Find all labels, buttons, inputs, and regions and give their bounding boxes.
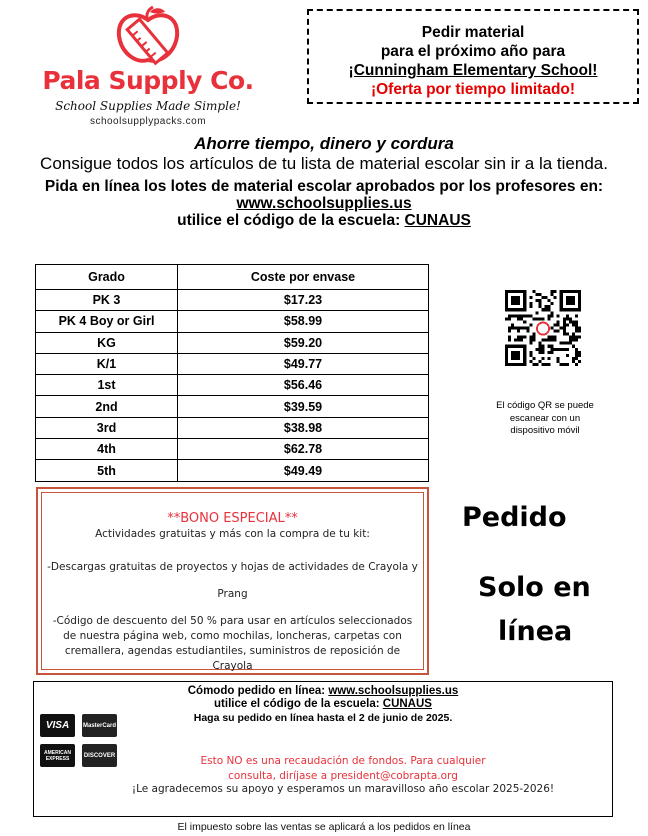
bonus-item-downloads-cont: Prang xyxy=(217,588,248,600)
grade-cell: 5th xyxy=(36,460,178,481)
table-row xyxy=(36,396,429,417)
price-table xyxy=(35,264,429,482)
bonus-inner xyxy=(41,492,424,670)
intro-order-link[interactable]: www.schoolsupplies.us xyxy=(236,195,412,212)
price-table-header-row xyxy=(36,265,429,290)
thanks-message: ¡Le agradecemos su apoyo y esperamos un maravilloso año escolar 2025-2026! xyxy=(131,783,555,795)
order-code-prefix: utilice el código de la escuela: xyxy=(214,698,383,710)
table-row xyxy=(36,439,429,460)
order-online-link[interactable]: www.schoolsupplies.us xyxy=(328,685,459,697)
intro-code-value: CUNAUS xyxy=(404,212,471,229)
bonus-title: **BONO ESPECIAL** xyxy=(167,511,298,526)
bonus-intro: Actividades gratuitas y más con la compra de tu kit: xyxy=(95,528,370,540)
intro-school-code xyxy=(20,212,628,230)
table-row xyxy=(36,353,429,374)
price-cell: $49.49 xyxy=(178,460,429,481)
qr-code[interactable] xyxy=(505,290,581,366)
online-only-notice xyxy=(448,500,638,650)
grade-cell: PK 4 Boy or Girl xyxy=(36,311,178,332)
price-cell: $49.77 xyxy=(178,353,429,374)
intro-body: Consigue todos los artículos de tu lista de material escolar sin ir a la tienda. xyxy=(40,154,608,173)
brand-name: Pala Supply Co. xyxy=(42,66,254,95)
fundraiser-note-line-2: consulta, diríjase a president@cobrapta.org xyxy=(228,770,458,782)
grade-cell: KG xyxy=(36,332,178,353)
table-row xyxy=(36,332,429,353)
intro-heading: Ahorre tiempo, dinero y cordura xyxy=(194,134,454,153)
price-cell: $56.46 xyxy=(178,375,429,396)
fundraiser-note xyxy=(34,754,612,784)
online-line-3: línea xyxy=(498,616,573,647)
discover-card-icon: DISCOVER xyxy=(82,744,117,767)
order-deadline: Haga su pedido en línea hasta el 2 de junio de 2025. xyxy=(193,712,453,724)
offer-line-1: Pedir material xyxy=(421,24,525,41)
price-cell: $17.23 xyxy=(178,290,429,311)
table-row xyxy=(36,311,429,332)
order-code-value: CUNAUS xyxy=(382,698,432,710)
order-info-box xyxy=(33,681,613,817)
table-row xyxy=(36,290,429,311)
qr-caption: El código QR se puede escanear con un dispositivo móvil xyxy=(496,400,594,436)
table-row xyxy=(36,375,429,396)
online-line-1: Pedido xyxy=(462,502,567,533)
order-online-line xyxy=(34,685,612,698)
price-cell: $58.99 xyxy=(178,311,429,332)
price-cell: $59.20 xyxy=(178,332,429,353)
apple-ruler-logo-icon xyxy=(113,6,183,68)
grade-cell: 4th xyxy=(36,439,178,460)
offer-limited-time: ¡Oferta por tiempo limitado! xyxy=(370,81,576,98)
bonus-box xyxy=(36,487,429,675)
intro-section xyxy=(20,133,628,230)
order-online-prefix: Cómodo pedido en línea: xyxy=(187,685,329,697)
grade-column-header: Grado xyxy=(36,265,178,290)
intro-order-prefix: Pida en línea los lotes de material escolar aprobados por los profesores en: xyxy=(44,178,604,195)
grade-cell: K/1 xyxy=(36,353,178,374)
amex-card-icon: AMERICAN EXPRESS xyxy=(40,744,75,767)
offer-school-name: ¡Cunningham Elementary School! xyxy=(348,62,598,79)
bonus-item-discount: -Código de descuento del 50 % para usar en artículos seleccionados de nuestra página web, como mochilas, loncheras, carpetas con cremallera, agendas estudiantiles, suministros de reposición de Crayola xyxy=(52,615,413,672)
table-row xyxy=(36,460,429,481)
price-cell: $62.78 xyxy=(178,439,429,460)
brand-url: schoolsupplypacks.com xyxy=(89,116,207,127)
intro-code-prefix: utilice el código de la escuela: xyxy=(177,212,405,229)
price-cell: $39.59 xyxy=(178,396,429,417)
brand-tagline: School Supplies Made Simple! xyxy=(55,99,241,113)
fundraiser-note-line-1: Esto NO es una recaudación de fondos. Para cualquier xyxy=(200,755,486,767)
offer-line-2: para el próximo año para xyxy=(380,43,566,60)
sales-tax-footer: El impuesto sobre las ventas se aplicará a los pedidos en línea xyxy=(177,821,471,833)
table-row xyxy=(36,417,429,438)
price-column-header: Coste por envase xyxy=(178,265,429,290)
online-line-2: Solo en xyxy=(478,572,591,603)
grade-cell: 1st xyxy=(36,375,178,396)
order-code-line xyxy=(34,698,612,711)
bonus-item-downloads: -Descargas gratuitas de proyectos y hojas de actividades de Crayola y xyxy=(47,561,418,573)
visa-card-icon: VISA xyxy=(40,714,75,737)
offer-box xyxy=(307,9,639,104)
logo xyxy=(28,6,268,126)
grade-cell: PK 3 xyxy=(36,290,178,311)
mastercard-icon: MasterCard xyxy=(82,714,117,737)
price-cell: $38.98 xyxy=(178,417,429,438)
grade-cell: 3rd xyxy=(36,417,178,438)
qr-code-icon xyxy=(505,290,581,366)
grade-cell: 2nd xyxy=(36,396,178,417)
intro-order-text xyxy=(20,178,628,212)
